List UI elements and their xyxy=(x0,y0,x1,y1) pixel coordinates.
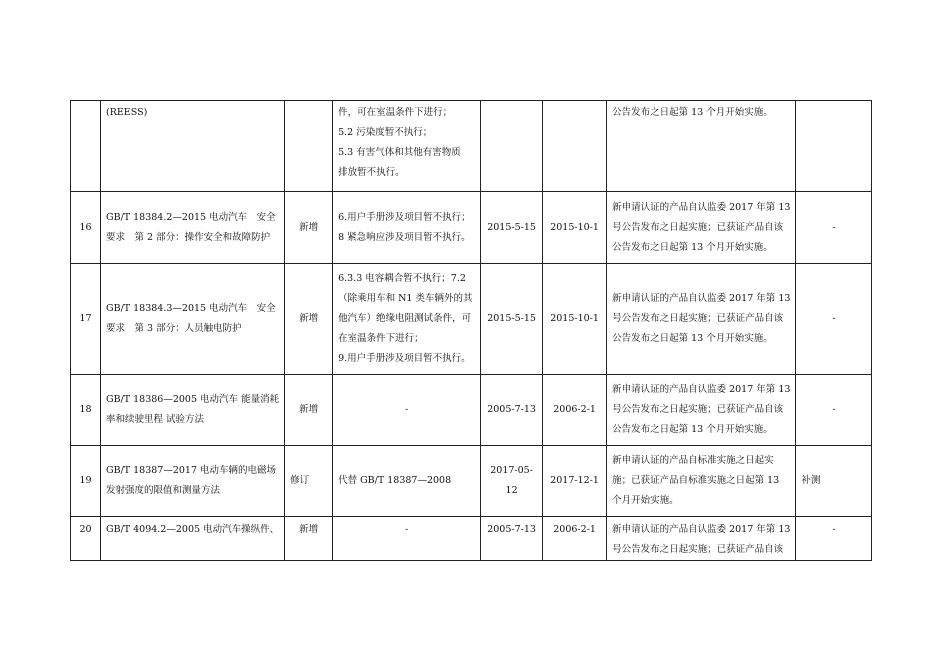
issue-date-cell: 2015-5-15 xyxy=(481,192,543,264)
implementation-requirement-cell xyxy=(607,446,796,517)
standards-table xyxy=(70,100,872,561)
implementation-date-cell: 2006-2-1 xyxy=(543,375,607,446)
standard-name-cell-line: 率和续驶里程 试验方法 xyxy=(106,414,205,425)
issue-date-cell: 2015-5-15 xyxy=(481,264,543,375)
implementation-date-cell: 2015-10-1 xyxy=(543,192,607,264)
notes-cell xyxy=(333,192,481,264)
table-row xyxy=(71,101,872,192)
notes-cell-line: 6.用户手册涉及项目暂不执行； xyxy=(338,211,471,223)
notes-cell-line: 排放暂不执行。 xyxy=(338,167,405,178)
notes-cell-line: - xyxy=(404,524,409,535)
standard-name-cell-line: GB/T 4094.2—2005 电动汽车操纵件、 xyxy=(106,524,280,535)
implementation-requirement-cell-line: 新申请认证的产品自认监委 2017 年第 13 xyxy=(612,524,791,535)
revision-type-cell: 修订 xyxy=(285,446,333,517)
implementation-requirement-cell-line: 新申请认证的产品自标准实施之日起实 xyxy=(612,455,774,466)
implementation-date-cell: 2015-10-1 xyxy=(543,264,607,375)
notes-cell xyxy=(333,517,481,561)
implementation-requirement-cell-line: 公告发布之日起第 13 个月开始实施。 xyxy=(612,107,773,118)
revision-type-cell: 新增 xyxy=(285,264,333,375)
implementation-requirement-cell-line: 公告发布之日起第 13 个月开始实施。 xyxy=(612,333,773,344)
standard-name-cell xyxy=(101,192,285,264)
implementation-date-cell: 2017-12-1 xyxy=(543,446,607,517)
table-row xyxy=(71,375,872,446)
table-row xyxy=(71,264,872,375)
notes-cell-line: （除乘用车和 N1 类车辆外的其 xyxy=(338,293,473,304)
standard-name-cell-line: 发射强度的限值和测量方法 xyxy=(106,485,221,496)
notes-cell xyxy=(333,101,481,192)
standard-name-cell-line: 要求 第 3 部分：人员触电防护 xyxy=(106,323,242,334)
issue-date-cell xyxy=(481,101,543,192)
notes-cell-line: 9.用户手册涉及项目暂不执行。 xyxy=(338,353,471,364)
row-number-cell: 16 xyxy=(71,192,101,264)
standard-name-cell xyxy=(101,101,285,192)
implementation-requirement-cell-line: 施；已获证产品自标准实施之日起第 13 xyxy=(612,475,780,486)
standard-name-cell-line: 要求 第 2 部分：操作安全和故障防护 xyxy=(106,231,271,243)
issue-date-cell: 2017-05-12 xyxy=(481,446,543,517)
implementation-requirement-cell xyxy=(607,101,796,192)
remark-cell: - xyxy=(796,375,872,446)
remark-cell: - xyxy=(796,517,872,561)
table-row xyxy=(71,446,872,517)
implementation-requirement-cell-line: 号公告发布之日起实施；已获证产品自该 xyxy=(612,313,784,324)
standard-name-cell-line: GB/T 18384.2—2015 电动汽车 安全 xyxy=(106,211,276,223)
implementation-requirement-cell xyxy=(607,517,796,561)
row-number-cell: 20 xyxy=(71,517,101,561)
standard-name-cell xyxy=(101,375,285,446)
revision-type-cell: 新增 xyxy=(285,375,333,446)
notes-cell-line: 6.3.3 电容耦合暂不执行；7.2 xyxy=(338,273,466,284)
implementation-requirement-cell-line: 号公告发布之日起实施；已获证产品自该 xyxy=(612,404,784,415)
standard-name-cell xyxy=(101,264,285,375)
table-row xyxy=(71,192,872,264)
notes-cell xyxy=(333,375,481,446)
revision-type-cell: 新增 xyxy=(285,192,333,264)
notes-cell-line: 5.2 污染度暂不执行； xyxy=(338,127,433,138)
implementation-requirement-cell xyxy=(607,264,796,375)
notes-cell-line: - xyxy=(404,404,409,415)
table-body xyxy=(71,101,872,561)
implementation-requirement-cell xyxy=(607,192,796,264)
issue-date-cell: 2005-7-13 xyxy=(481,517,543,561)
revision-type-cell: 新增 xyxy=(285,517,333,561)
standard-name-cell xyxy=(101,517,285,561)
notes-cell xyxy=(333,264,481,375)
notes-cell-line: 件，可在室温条件下进行； xyxy=(338,107,453,118)
standard-name-cell-line: GB/T 18386—2005 电动汽车 能量消耗 xyxy=(106,394,280,405)
notes-cell-line: 在室温条件下进行； xyxy=(338,333,424,344)
row-number-cell: 19 xyxy=(71,446,101,517)
remark-cell: 补测 xyxy=(796,446,872,517)
table-row xyxy=(71,517,872,561)
row-number-cell: 17 xyxy=(71,264,101,375)
remark-cell: - xyxy=(796,192,872,264)
notes-cell-line: 他汽车）绝缘电阻测试条件，可 xyxy=(338,313,472,324)
implementation-requirement-cell xyxy=(607,375,796,446)
standard-name-cell-line: (REESS) xyxy=(106,107,148,118)
revision-type-cell xyxy=(285,101,333,192)
row-number-cell xyxy=(71,101,101,192)
implementation-date-cell xyxy=(543,101,607,192)
issue-date-cell: 2005-7-13 xyxy=(481,375,543,446)
notes-cell-line: 5.3 有害气体和其他有害物质 xyxy=(338,147,461,158)
implementation-requirement-cell-line: 新申请认证的产品自认监委 2017 年第 13 xyxy=(612,384,791,395)
row-number-cell: 18 xyxy=(71,375,101,446)
remark-cell: - xyxy=(796,264,872,375)
implementation-requirement-cell-line: 公告发布之日起第 13 个月开始实施。 xyxy=(612,424,773,435)
notes-cell xyxy=(333,446,481,517)
implementation-date-cell: 2006-2-1 xyxy=(543,517,607,561)
remark-cell xyxy=(796,101,872,192)
implementation-requirement-cell-line: 号公告发布之日起实施；已获证产品自该 xyxy=(612,544,784,555)
implementation-requirement-cell-line: 个月开始实施。 xyxy=(612,495,679,506)
standard-name-cell xyxy=(101,446,285,517)
notes-cell-line: 8 紧急响应涉及项目暂不执行。 xyxy=(338,231,471,243)
implementation-requirement-cell-line: 新申请认证的产品自认监委 2017 年第 13 xyxy=(612,201,791,213)
standard-name-cell-line: GB/T 18387—2017 电动车辆的电磁场 xyxy=(106,465,277,476)
implementation-requirement-cell-line: 公告发布之日起第 13 个月开始实施。 xyxy=(612,241,773,253)
standard-name-cell-line: GB/T 18384.3—2015 电动汽车 安全 xyxy=(106,303,276,314)
implementation-requirement-cell-line: 新申请认证的产品自认监委 2017 年第 13 xyxy=(612,293,791,304)
notes-cell-line: 代替 GB/T 18387—2008 xyxy=(338,475,452,486)
implementation-requirement-cell-line: 号公告发布之日起实施；已获证产品自该 xyxy=(612,221,784,233)
